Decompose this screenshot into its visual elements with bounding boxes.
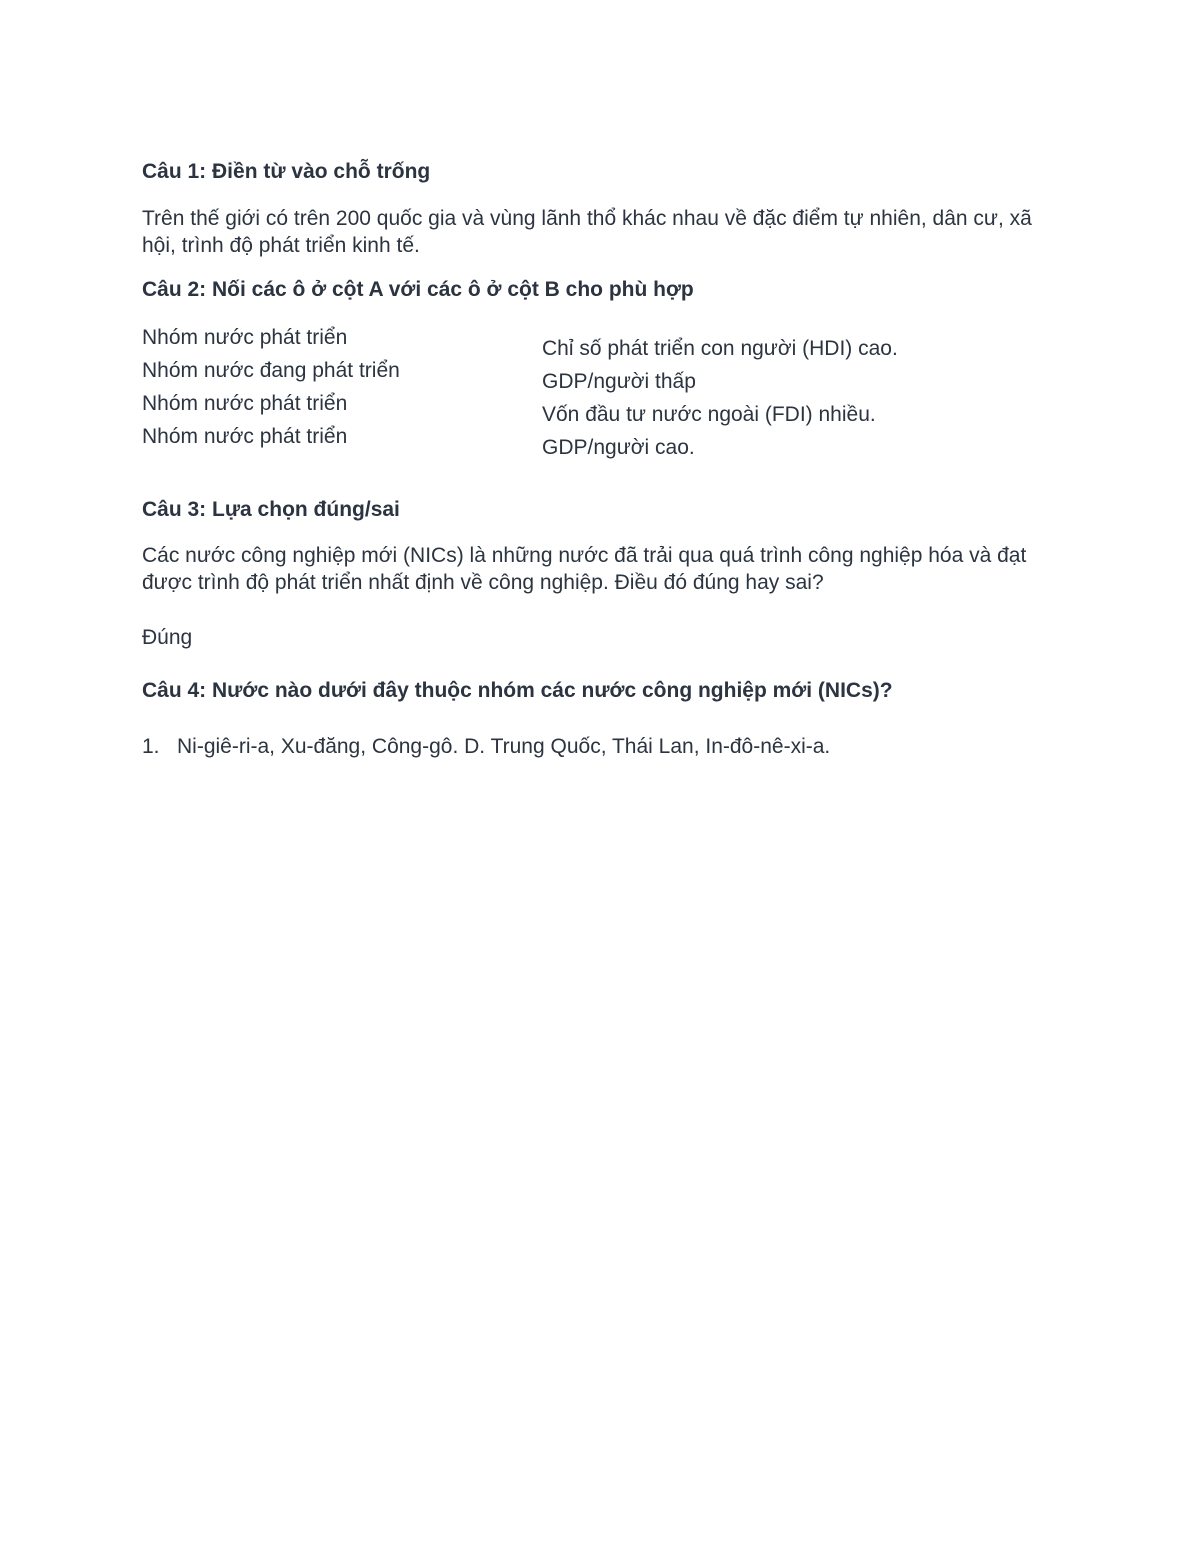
column-b-item: Chỉ số phát triển con người (HDI) cao. — [542, 337, 898, 360]
column-a — [142, 321, 400, 453]
column-b-item: GDP/người cao. — [542, 436, 695, 459]
list-item-number: 1. — [142, 735, 160, 758]
question-2-title: Câu 2: Nối các ô ở cột A với các ô ở cột B cho phù hợp — [142, 278, 694, 301]
question-3-text: Các nước công nghiệp mới (NICs) là những nước đã trải qua quá trình công nghiệp hóa và đạt được trình độ phát triển nhất định về công nghiệp. Điều đó đúng hay sai? — [142, 544, 1027, 594]
column-a-item: Nhóm nước đang phát triển — [142, 359, 400, 382]
column-a-item: Nhóm nước phát triển — [142, 392, 348, 415]
column-a-item: Nhóm nước phát triển — [142, 425, 348, 448]
question-3-answer: Đúng — [142, 626, 193, 649]
column-b-item: Vốn đầu tư nước ngoài (FDI) nhiều. — [542, 403, 876, 426]
question-1-text: Trên thế giới có trên 200 quốc gia và vùng lãnh thổ khác nhau về đặc điểm tự nhiên, dân cư, xã hội, trình độ phát triển kinh tế. — [142, 207, 1032, 257]
question-1-title: Câu 1: Điền từ vào chỗ trống — [142, 160, 431, 183]
question-4-title: Câu 4: Nước nào dưới đây thuộc nhóm các nước công nghiệp mới (NICs)? — [142, 679, 893, 702]
column-a-item: Nhóm nước phát triển — [142, 326, 348, 349]
list-item — [142, 733, 830, 760]
column-b-item: GDP/người thấp — [542, 370, 696, 393]
list-item-text: Ni-giê-ri-a, Xu-đăng, Công-gô. D. Trung Quốc, Thái Lan, In-đô-nê-xi-a. — [177, 735, 831, 758]
column-b — [542, 332, 898, 464]
question-3-title: Câu 3: Lựa chọn đúng/sai — [142, 498, 400, 521]
